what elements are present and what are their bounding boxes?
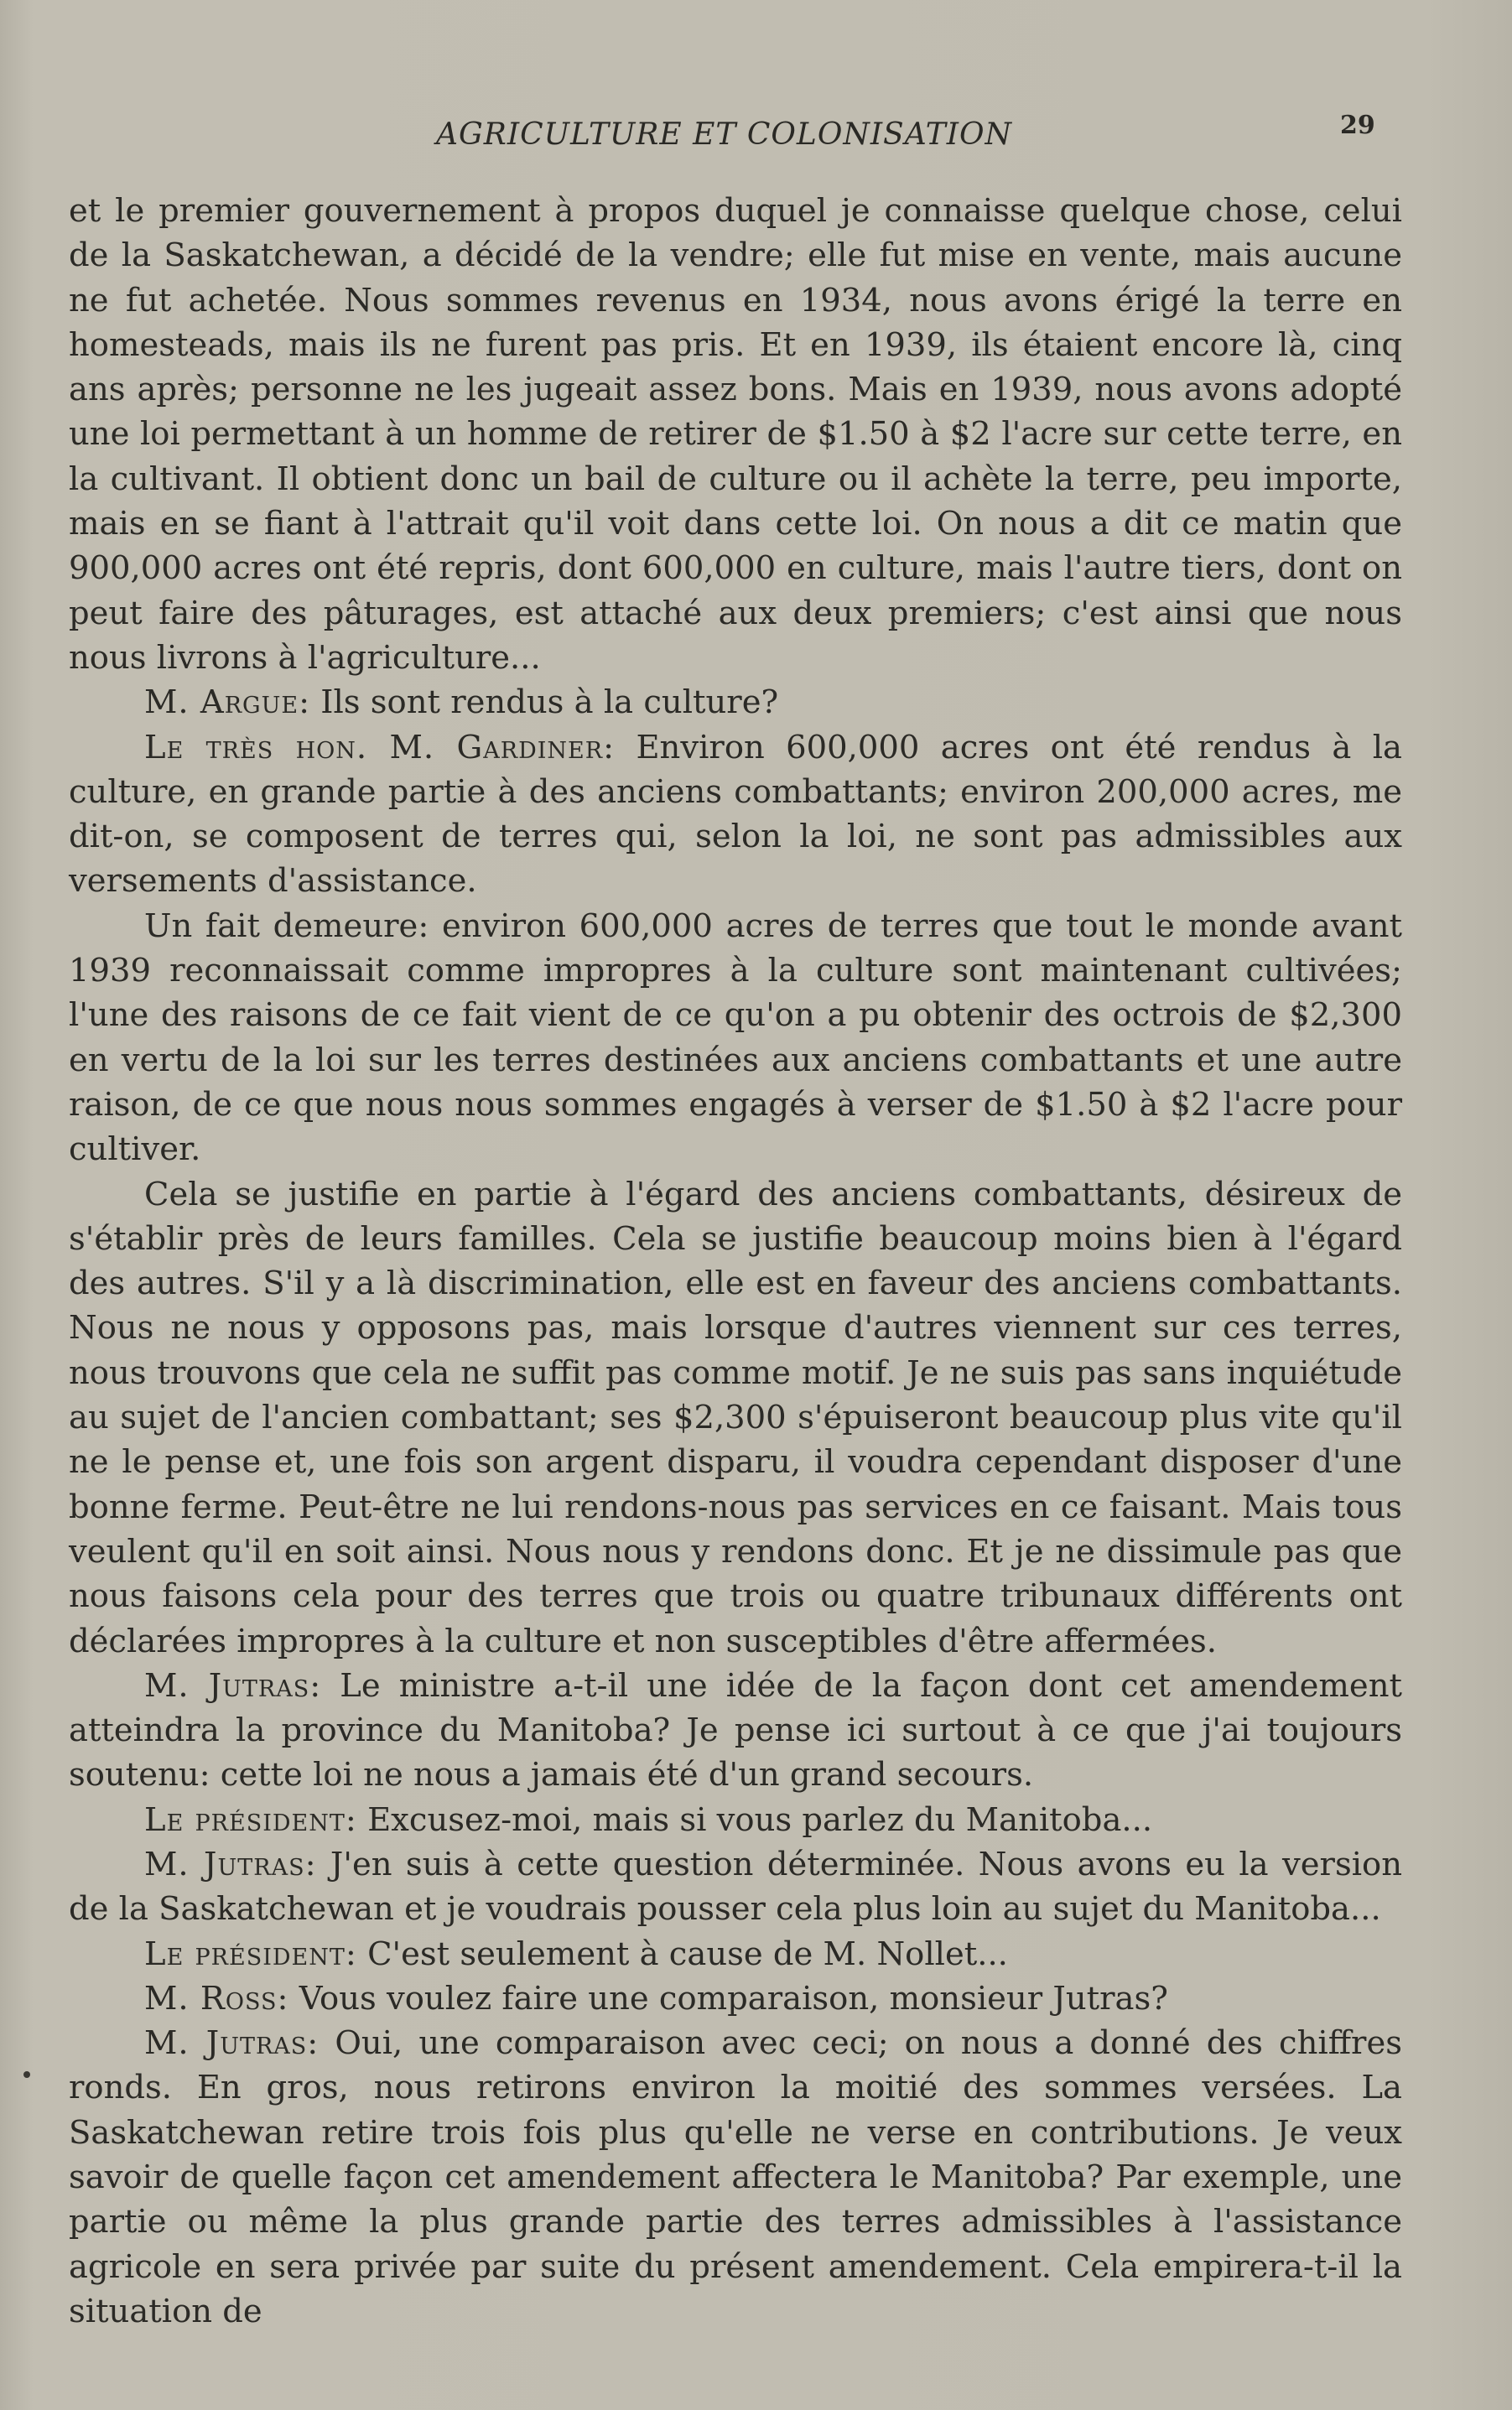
speaker-name: M. Jutras: [144, 2024, 320, 2063]
speaker-name: M. Jutras: [144, 1845, 317, 1883]
paragraph-text: J'en suis à cette question déterminée. Nous avons eu la version de la Saskatchewan et je voudrais pousser cela plus loin au sujet du Manitoba... [69, 1845, 1403, 1929]
paragraph-text: Vous voulez faire une comparaison, monsieur Jutras? [288, 1979, 1168, 2018]
paragraph-speech [69, 680, 1402, 725]
paragraph-speech [69, 1798, 1402, 1842]
margin-dot-mark [23, 2071, 30, 2078]
paragraph-continuation [69, 189, 1402, 680]
paragraph-text: Excusez-moi, mais si vous parlez du Manitoba... [356, 1800, 1153, 1839]
paragraph-speech [69, 1976, 1402, 2021]
body-text [69, 189, 1402, 2334]
paragraph [69, 1172, 1402, 1664]
paragraph-speech [69, 1664, 1402, 1798]
paragraph-text: et le premier gouvernement à propos duquel je connaisse quelque chose, celui de la Saskatchewan, a décidé de la vendre; elle fut mise en vente, mais aucune ne fut achetée. Nous sommes revenus en 1934, nous avons érigé la terre en homesteads, mais ils ne furent pas pris. Et en 1939, ils étaient encore là, cinq ans après; personne ne les jugeait assez bons. Mais en 1939, nous avons adopté une loi permettant à un homme de retirer de $1.50 à $2 l'acre sur cette terre, en la cultivant. Il obtient donc un bail de culture ou il achète la terre, peu importe, mais en se fiant à l'attrait qu'il voit dans cette loi. On nous a dit ce matin que 900,000 acres ont été repris, dont 600,000 en culture, mais l'autre tiers, dont on peut faire des pâturages, est attaché aux deux premiers; c'est ainsi que nous nous livrons à l'agriculture... [69, 192, 1402, 677]
speaker-name: M. Argue: [144, 683, 311, 722]
paragraph-text: Environ 600,000 acres ont été rendus à la culture, en grande partie à des anciens combattants; environ 200,000 acres, me dit-on, se composent de terres qui, selon la loi, ne sont pas admissibles aux versements d'assistance. [69, 728, 1402, 901]
paragraph-text: Le ministre a-t-il une idée de la façon dont cet amendement atteindra la province du Manitoba? Je pense ici surtout à ce que j'ai toujours soutenu: cette loi ne nous a jamais été d'un grand secours. [69, 1666, 1402, 1795]
running-title: AGRICULTURE ET COLONISATION [436, 117, 1012, 152]
paragraph-text: Ils sont rendus à la culture? [310, 683, 779, 722]
paragraph-text: Un fait demeure: environ 600,000 acres de terres que tout le monde avant 1939 reconnaissait comme impropres à la culture sont maintenant cultivées; l'une des raisons de ce fait vient de ce qu'on a pu obtenir des octrois de $2,300 en vertu de la loi sur les terres destinées aux anciens combattants et une autre raison, de ce que nous nous sommes engagés à verser de $1.50 à $2 l'acre pour cultiver. [69, 906, 1402, 1169]
speaker-name: Le président: [144, 1800, 357, 1839]
page-header [0, 111, 1512, 161]
paragraph [69, 904, 1402, 1172]
paragraph-speech [69, 2021, 1402, 2334]
paragraph-speech [69, 1842, 1402, 1932]
paragraph-text: C'est seulement à cause de M. Nollet... [356, 1935, 1008, 1973]
speaker-name: M. Jutras: [144, 1666, 322, 1705]
paragraph-speech [69, 725, 1402, 904]
paragraph-speech [69, 1932, 1402, 1976]
speaker-name: Le très hon. M. Gardiner: [144, 728, 616, 766]
paragraph-text: Oui, une comparaison avec ceci; on nous a donné des chiffres ronds. En gros, nous retirons environ la moitié des sommes versées. La Saskatchewan retire trois fois plus qu'elle ne verse en contributions. Je veux savoir de quelle façon cet amendement affectera le Manitoba? Par exemple, une partie ou même la plus grande partie des terres admissibles à l'assistance agricole en sera privée par suite du présent amendement. Cela empirera-t-il la situation de [69, 2024, 1402, 2330]
page-number: 29 [1340, 111, 1375, 140]
paragraph-text: Cela se justifie en partie à l'égard des anciens combattants, désireux de s'établir près de leurs familles. Cela se justifie beaucoup moins bien à l'égard des autres. S'il y a là discrimination, elle est en faveur des anciens combattants. Nous ne nous y opposons pas, mais lorsque d'autres viennent sur ces terres, nous trouvons que cela ne suffit pas comme motif. Je ne suis pas sans inquiétude au sujet de l'ancien combattant; ses $2,300 s'épuiseront beaucoup plus vite qu'il ne le pense et, une fois son argent disparu, il voudra cependant disposer d'une bonne ferme. Peut-être ne lui rendons-nous pas services en ce faisant. Mais tous veulent qu'il en soit ainsi. Nous nous y rendons donc. Et je ne dissimule pas que nous faisons cela pour des terres que trois ou quatre tribunaux différents ont déclarées impropres à la culture et non susceptibles d'être affermées. [69, 1175, 1402, 1660]
speaker-name: Le président: [144, 1935, 357, 1973]
speaker-name: M. Ross: [144, 1979, 289, 2018]
